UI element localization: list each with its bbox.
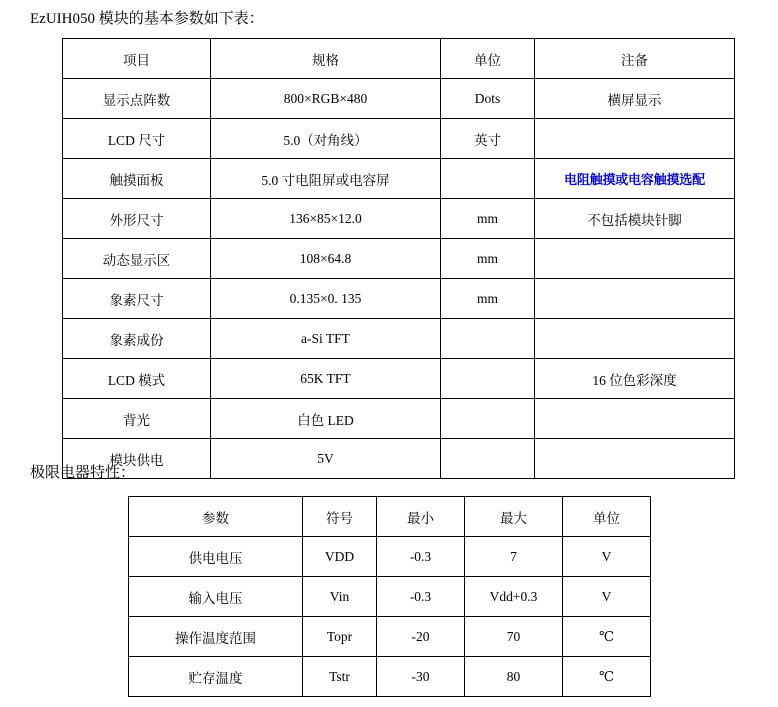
cell-spec: 5.0 寸电阻屏或电容屏	[211, 159, 441, 199]
cell-param: 供电电压	[129, 537, 303, 577]
cell-item: 动态显示区	[63, 239, 211, 279]
table-row	[63, 319, 735, 359]
section-title-limits: 极限电器特性：	[30, 465, 136, 481]
cell-unit: Dots	[441, 79, 535, 119]
table-row	[63, 159, 735, 199]
cell-symbol: Vin	[303, 577, 377, 617]
cell-max: 70	[465, 617, 563, 657]
cell-spec: 5.0（对角线）	[211, 119, 441, 159]
cell-unit: ℃	[563, 657, 651, 697]
table-row	[63, 79, 735, 119]
cell-unit: V	[563, 577, 651, 617]
cell-spec: 800×RGB×480	[211, 79, 441, 119]
column-header-item: 项目	[63, 39, 211, 79]
column-header-spec: 规格	[211, 39, 441, 79]
page-title: EzUIH050 模块的基本参数如下表：	[30, 11, 264, 27]
cell-spec: 136×85×12.0	[211, 199, 441, 239]
column-header-unit: 单位	[441, 39, 535, 79]
cell-item: 触摸面板	[63, 159, 211, 199]
cell-note-highlight: 电阻触摸或电容触摸选配	[535, 159, 735, 199]
cell-item: 模块供电	[63, 439, 211, 479]
cell-spec: a-Si TFT	[211, 319, 441, 359]
cell-note	[535, 439, 735, 479]
limits-table-body	[129, 497, 651, 697]
cell-param: 操作温度范围	[129, 617, 303, 657]
table-row	[63, 239, 735, 279]
cell-unit: mm	[441, 239, 535, 279]
column-header-min: 最小	[377, 497, 465, 537]
cell-unit	[441, 439, 535, 479]
table-row	[129, 577, 651, 617]
cell-max: 7	[465, 537, 563, 577]
cell-note: 不包括模块针脚	[535, 199, 735, 239]
table-row	[63, 279, 735, 319]
cell-item: 显示点阵数	[63, 79, 211, 119]
cell-spec: 65K TFT	[211, 359, 441, 399]
cell-item: 外形尺寸	[63, 199, 211, 239]
cell-item: LCD 模式	[63, 359, 211, 399]
cell-spec: 108×64.8	[211, 239, 441, 279]
cell-unit	[441, 159, 535, 199]
cell-unit: ℃	[563, 617, 651, 657]
cell-note	[535, 239, 735, 279]
table-header-row	[129, 497, 651, 537]
table-row	[63, 119, 735, 159]
cell-spec: 白色 LED	[211, 399, 441, 439]
cell-item: 象素尺寸	[63, 279, 211, 319]
column-header-note: 注备	[535, 39, 735, 79]
table-row	[63, 359, 735, 399]
cell-min: -0.3	[377, 537, 465, 577]
cell-item: 背光	[63, 399, 211, 439]
table-row	[129, 657, 651, 697]
module-spec-table	[62, 38, 735, 479]
table-row	[63, 199, 735, 239]
column-header-param: 参数	[129, 497, 303, 537]
electrical-limits-table	[128, 496, 651, 697]
cell-max: 80	[465, 657, 563, 697]
cell-unit	[441, 319, 535, 359]
cell-note: 横屏显示	[535, 79, 735, 119]
cell-item: 象素成份	[63, 319, 211, 359]
cell-symbol: VDD	[303, 537, 377, 577]
table-row	[129, 537, 651, 577]
cell-min: -20	[377, 617, 465, 657]
cell-unit: 英寸	[441, 119, 535, 159]
table-row	[129, 617, 651, 657]
cell-spec: 5V	[211, 439, 441, 479]
column-header-unit: 单位	[563, 497, 651, 537]
cell-note: 16 位色彩深度	[535, 359, 735, 399]
cell-note	[535, 279, 735, 319]
cell-spec: 0.135×0. 135	[211, 279, 441, 319]
cell-note	[535, 319, 735, 359]
cell-item: LCD 尺寸	[63, 119, 211, 159]
cell-param: 输入电压	[129, 577, 303, 617]
column-header-max: 最大	[465, 497, 563, 537]
cell-param: 贮存温度	[129, 657, 303, 697]
cell-min: -0.3	[377, 577, 465, 617]
cell-min: -30	[377, 657, 465, 697]
table-header-row	[63, 39, 735, 79]
cell-unit: mm	[441, 199, 535, 239]
spec-table-body	[63, 39, 735, 479]
column-header-symbol: 符号	[303, 497, 377, 537]
cell-unit	[441, 399, 535, 439]
table-row	[63, 399, 735, 439]
table-row	[63, 439, 735, 479]
cell-note	[535, 119, 735, 159]
cell-note	[535, 399, 735, 439]
cell-unit	[441, 359, 535, 399]
cell-symbol: Tstr	[303, 657, 377, 697]
cell-symbol: Topr	[303, 617, 377, 657]
cell-unit: V	[563, 537, 651, 577]
cell-max: Vdd+0.3	[465, 577, 563, 617]
cell-unit: mm	[441, 279, 535, 319]
